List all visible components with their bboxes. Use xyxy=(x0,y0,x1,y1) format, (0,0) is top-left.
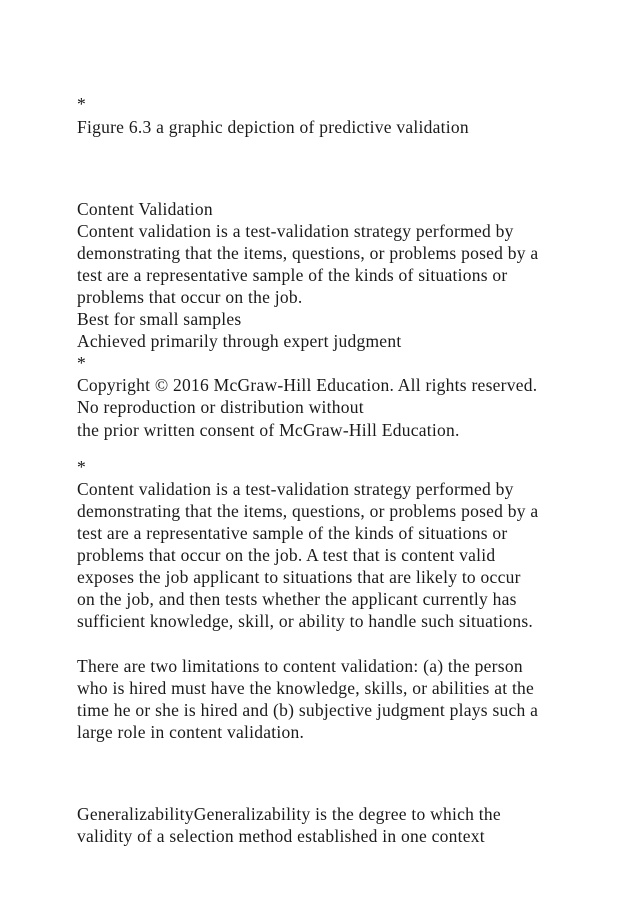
text-line: Achieved primarily through expert judgment xyxy=(77,331,402,351)
text-line: GeneralizabilityGeneralizability is the degree to which the xyxy=(77,804,501,824)
asterisk-marker: * xyxy=(77,457,86,477)
text-line: sufficient knowledge, skill, or ability to handle such situations. xyxy=(77,611,534,631)
text-line: There are two limitations to content validation: (a) the person xyxy=(77,656,523,676)
text-line: demonstrating that the items, questions, or problems posed by a xyxy=(77,243,539,263)
text-line: test are a representative sample of the kinds of situations or xyxy=(77,265,508,285)
asterisk-marker: * xyxy=(77,353,86,373)
text-line: validity of a selection method established in one context xyxy=(77,826,485,846)
figure-caption: Figure 6.3 a graphic depiction of predictive validation xyxy=(77,117,469,137)
text-line: problems that occur on the job. xyxy=(77,287,303,307)
text-line: Content validation is a test-validation strategy performed by xyxy=(77,221,514,241)
section-heading: Content Validation xyxy=(77,199,213,219)
text-line: Best for small samples xyxy=(77,309,242,329)
text-line: problems that occur on the job. A test that is content valid xyxy=(77,545,496,565)
text-line: demonstrating that the items, questions, or problems posed by a xyxy=(77,501,539,521)
text-line: test are a representative sample of the kinds of situations or xyxy=(77,523,508,543)
copyright-line: the prior written consent of McGraw-Hill Education. xyxy=(77,420,460,440)
copyright-line: Copyright © 2016 McGraw-Hill Education. All rights reserved. xyxy=(77,375,538,395)
text-line: exposes the job applicant to situations that are likely to occur xyxy=(77,567,521,587)
asterisk-marker: * xyxy=(77,94,86,114)
text-line: who is hired must have the knowledge, skills, or abilities at the xyxy=(77,678,535,698)
text-line: large role in content validation. xyxy=(77,722,305,742)
text-line: Content validation is a test-validation strategy performed by xyxy=(77,479,514,499)
copyright-line: No reproduction or distribution without xyxy=(77,397,364,417)
text-line: on the job, and then tests whether the applicant currently has xyxy=(77,589,517,609)
text-line: time he or she is hired and (b) subjective judgment plays such a xyxy=(77,700,539,720)
